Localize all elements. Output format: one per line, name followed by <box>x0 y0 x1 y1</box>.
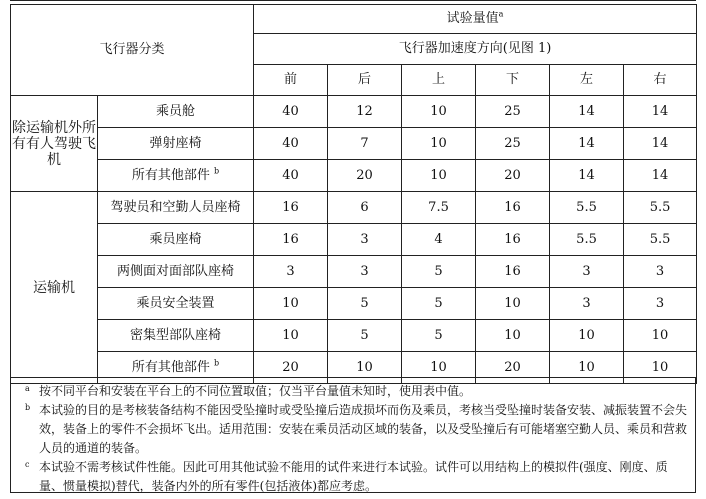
value-cell: 16 <box>476 256 550 288</box>
row-label <box>98 96 254 128</box>
row-label-text: 所有其他部件 <box>131 359 210 375</box>
value-cell: 4 <box>402 224 476 256</box>
footnote-text: 按不同平台和安装在平台上的不同位置取值；仅当平台量值未知时，使用表中值。 <box>39 384 472 398</box>
value-cell: 7 <box>328 128 402 160</box>
value-cell: 3 <box>624 288 697 320</box>
row-label-text: 驾驶员和空勤人员座椅 <box>110 199 241 215</box>
row-label-text: 乘员舱 <box>156 103 196 119</box>
crash-test-table <box>10 4 697 384</box>
group-name: 除运输机外所有有人驾驶飞机 <box>11 96 98 192</box>
direction-header: 后 <box>328 65 402 96</box>
row-label-text: 乘员座椅 <box>149 231 202 247</box>
row-label <box>98 224 254 256</box>
value-cell: 10 <box>476 320 550 352</box>
footnote-text: 本试验的目的是考核装备结构不能因受坠撞时或受坠撞后造成损坏而伤及乘员，考核当受坠撞时装备安装、减振装置不会失效，装备上的零件不会损坏飞出。适用范围：安装在乘员活动区域的装备，以及受坠撞后有可能堵塞空勤人员、乘员和营救人员的通道的装备。 <box>39 403 688 455</box>
value-cell: 3 <box>624 256 697 288</box>
row-label-text: 乘员安全装置 <box>136 295 215 311</box>
value-cell: 5 <box>402 256 476 288</box>
value-cell: 6 <box>328 192 402 224</box>
header-row-1 <box>11 5 697 34</box>
row-label <box>98 320 254 352</box>
value-cell: 14 <box>624 96 697 128</box>
value-cell: 14 <box>550 128 624 160</box>
value-cell: 5 <box>328 320 402 352</box>
row-label <box>98 160 254 192</box>
row-label <box>98 128 254 160</box>
value-cell: 14 <box>624 128 697 160</box>
footnotes <box>10 377 696 493</box>
direction-header: 左 <box>550 65 624 96</box>
footnote <box>25 382 687 401</box>
footnote <box>25 458 687 496</box>
value-cell: 10 <box>402 128 476 160</box>
group-name: 运输机 <box>11 192 98 384</box>
row-label <box>98 288 254 320</box>
table-row <box>11 320 697 352</box>
value-cell: 3 <box>550 288 624 320</box>
table-row <box>11 288 697 320</box>
footnote-mark: c <box>25 460 30 469</box>
value-cell: 14 <box>624 160 697 192</box>
footnote-mark: a <box>25 384 30 393</box>
value-cell: 5.5 <box>550 224 624 256</box>
table-row <box>11 96 697 128</box>
value-cell: 3 <box>328 224 402 256</box>
row-label-text: 两侧面对面部队座椅 <box>117 263 235 279</box>
footnote <box>25 401 687 458</box>
value-cell: 10 <box>624 320 697 352</box>
value-cell: 10 <box>624 352 697 384</box>
value-cell: 16 <box>254 192 328 224</box>
direction-header: 前 <box>254 65 328 96</box>
value-cell: 40 <box>254 96 328 128</box>
value-cell: 3 <box>254 256 328 288</box>
value-cell: 14 <box>550 160 624 192</box>
top-rule <box>10 0 696 3</box>
value-cell: 16 <box>476 192 550 224</box>
footnote-text: 本试验不需考核试件性能。因此可用其他试验不能用的试件来进行本试验。试件可以用结构上的模拟件(强度、刚度、质量、惯量模拟)替代，装备内外的所有零件(包括液体)都应考虑。 <box>39 460 668 493</box>
header-test-value: 试验量值$^a$ <box>254 5 697 34</box>
value-cell: 14 <box>550 96 624 128</box>
value-cell: 5.5 <box>624 192 697 224</box>
value-cell: 16 <box>476 224 550 256</box>
footnote-mark: b <box>214 358 220 368</box>
value-cell: 5 <box>402 320 476 352</box>
value-cell: 10 <box>402 352 476 384</box>
value-cell: 7.5 <box>402 192 476 224</box>
table-row <box>11 128 697 160</box>
value-cell: 10 <box>550 352 624 384</box>
footnote-mark: b <box>25 403 31 412</box>
value-cell: 40 <box>254 128 328 160</box>
table-body <box>11 96 697 384</box>
value-cell: 3 <box>328 256 402 288</box>
footnote-mark: a <box>498 9 504 19</box>
value-cell: 20 <box>328 160 402 192</box>
table-row <box>11 192 697 224</box>
value-cell: 25 <box>476 128 550 160</box>
table-row <box>11 224 697 256</box>
row-label-text: 弹射座椅 <box>149 135 202 151</box>
value-cell: 10 <box>476 288 550 320</box>
value-cell: 5 <box>328 288 402 320</box>
table-row <box>11 256 697 288</box>
direction-header: 上 <box>402 65 476 96</box>
header-direction: 飞行器加速度方向(见图 1) <box>254 34 697 65</box>
table-row <box>11 160 697 192</box>
value-cell: 12 <box>328 96 402 128</box>
row-label-text: 所有其他部件 <box>131 167 210 183</box>
header-classification: 飞行器分类 <box>11 5 254 96</box>
value-cell: 25 <box>476 96 550 128</box>
value-cell: 10 <box>402 96 476 128</box>
direction-header: 右 <box>624 65 697 96</box>
value-cell: 10 <box>254 320 328 352</box>
direction-header: 下 <box>476 65 550 96</box>
row-label <box>98 256 254 288</box>
value-cell: 20 <box>476 160 550 192</box>
value-cell: 20 <box>476 352 550 384</box>
value-cell: 16 <box>254 224 328 256</box>
value-cell: 20 <box>254 352 328 384</box>
row-label <box>98 192 254 224</box>
footnote-mark: b <box>214 166 220 176</box>
value-cell: 10 <box>254 288 328 320</box>
row-label-text: 密集型部队座椅 <box>130 327 222 343</box>
value-cell: 3 <box>550 256 624 288</box>
value-cell: 10 <box>402 160 476 192</box>
value-cell: 5.5 <box>550 192 624 224</box>
value-cell: 40 <box>254 160 328 192</box>
value-cell: 10 <box>550 320 624 352</box>
value-cell: 5.5 <box>624 224 697 256</box>
value-cell: 5 <box>402 288 476 320</box>
value-cell: 10 <box>328 352 402 384</box>
